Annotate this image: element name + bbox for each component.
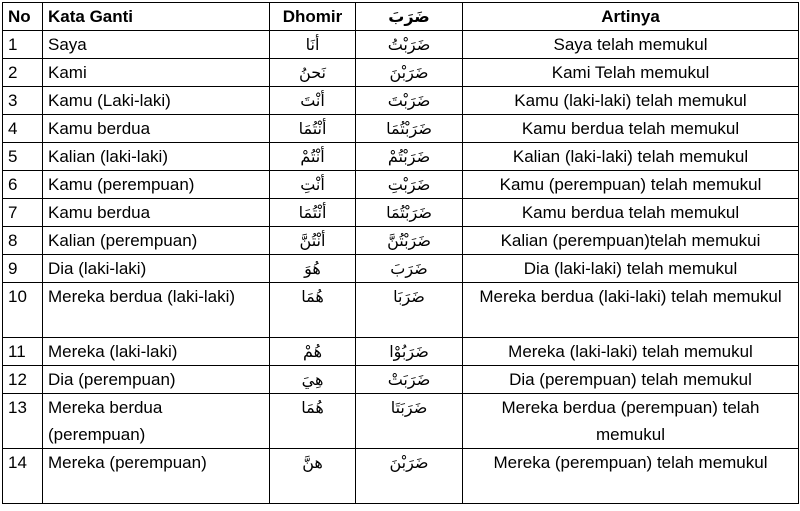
cell-fiil: ضَرَبْتِ: [356, 171, 463, 199]
table-row: [3, 227, 799, 255]
header-no: No: [3, 3, 43, 31]
cell-fiil: ضَرَبْنَ: [356, 449, 463, 504]
cell-dhomir: هُمَا: [270, 394, 356, 449]
cell-artinya: Mereka berdua (laki-laki) telah memukul: [463, 283, 799, 338]
cell-no: 6: [3, 171, 43, 199]
table-row: [3, 31, 799, 59]
cell-fiil: ضَرَبْتُمَا: [356, 115, 463, 143]
cell-fiil: ضَرَبْتُنَّ: [356, 227, 463, 255]
table-row: [3, 283, 799, 338]
cell-no: 9: [3, 255, 43, 283]
cell-artinya: Dia (perempuan) telah memukul: [463, 366, 799, 394]
cell-artinya: Kamu (perempuan) telah memukul: [463, 171, 799, 199]
cell-dhomir: أنْتِ: [270, 171, 356, 199]
cell-dhomir: أنْتُنَّ: [270, 227, 356, 255]
cell-artinya: Kami Telah memukul: [463, 59, 799, 87]
cell-no: 8: [3, 227, 43, 255]
table-row: [3, 394, 799, 449]
cell-kata-ganti: Saya: [43, 31, 270, 59]
header-row: [3, 3, 799, 31]
header-kata-ganti: Kata Ganti: [43, 3, 270, 31]
cell-artinya: Kamu berdua telah memukul: [463, 199, 799, 227]
cell-dhomir: هنَّ: [270, 449, 356, 504]
cell-no: 7: [3, 199, 43, 227]
cell-kata-ganti: Mereka (laki-laki): [43, 338, 270, 366]
table-row: [3, 449, 799, 504]
cell-artinya: Dia (laki-laki) telah memukul: [463, 255, 799, 283]
cell-kata-ganti: Kalian (laki-laki): [43, 143, 270, 171]
cell-no: 12: [3, 366, 43, 394]
cell-fiil: ضَرَبْتُ: [356, 31, 463, 59]
cell-dhomir: نَحنُ: [270, 59, 356, 87]
table-row: [3, 199, 799, 227]
table-row: [3, 366, 799, 394]
cell-dhomir: هُمَا: [270, 283, 356, 338]
cell-fiil: ضَرَبَا: [356, 283, 463, 338]
cell-fiil: ضَرَبْنَ: [356, 59, 463, 87]
cell-no: 1: [3, 31, 43, 59]
cell-artinya: Kamu berdua telah memukul: [463, 115, 799, 143]
conjugation-table: [2, 2, 799, 504]
cell-artinya: Kalian (perempuan)telah memukui: [463, 227, 799, 255]
cell-kata-ganti: Dia (perempuan): [43, 366, 270, 394]
cell-fiil: ضَرَبَ: [356, 255, 463, 283]
cell-dhomir: أنَا: [270, 31, 356, 59]
cell-artinya: Kamu (laki-laki) telah memukul: [463, 87, 799, 115]
cell-fiil: ضَرَبَتَا: [356, 394, 463, 449]
cell-kata-ganti: Kamu (perempuan): [43, 171, 270, 199]
cell-no: 14: [3, 449, 43, 504]
cell-dhomir: هُوَ: [270, 255, 356, 283]
cell-kata-ganti: Kamu berdua: [43, 199, 270, 227]
cell-fiil: ضَرَبَتْ: [356, 366, 463, 394]
cell-fiil: ضَرَبْتُمَا: [356, 199, 463, 227]
cell-kata-ganti: Mereka berdua (laki-laki): [43, 283, 270, 338]
table-row: [3, 87, 799, 115]
cell-dhomir: أنْتُمَا: [270, 199, 356, 227]
cell-no: 13: [3, 394, 43, 449]
cell-artinya: Mereka berdua (perempuan) telah memukul: [463, 394, 799, 449]
cell-no: 3: [3, 87, 43, 115]
cell-no: 4: [3, 115, 43, 143]
cell-kata-ganti: Mereka berdua (perempuan): [43, 394, 270, 449]
table-row: [3, 59, 799, 87]
cell-artinya: Mereka (perempuan) telah memukul: [463, 449, 799, 504]
table-body: [3, 31, 799, 504]
cell-dhomir: أنْتَ: [270, 87, 356, 115]
cell-fiil: ضَرَبْتُمْ: [356, 143, 463, 171]
header-artinya: Artinya: [463, 3, 799, 31]
cell-dhomir: أنْتُمَا: [270, 115, 356, 143]
cell-kata-ganti: Kalian (perempuan): [43, 227, 270, 255]
cell-kata-ganti: Kami: [43, 59, 270, 87]
cell-dhomir: هِيَ: [270, 366, 356, 394]
cell-artinya: Kalian (laki-laki) telah memukul: [463, 143, 799, 171]
table-row: [3, 171, 799, 199]
table-row: [3, 255, 799, 283]
cell-kata-ganti: Kamu berdua: [43, 115, 270, 143]
cell-dhomir: أنْتُمْ: [270, 143, 356, 171]
header-dhomir: Dhomir: [270, 3, 356, 31]
cell-kata-ganti: Kamu (Laki-laki): [43, 87, 270, 115]
table-row: [3, 143, 799, 171]
cell-no: 10: [3, 283, 43, 338]
table-row: [3, 115, 799, 143]
cell-no: 5: [3, 143, 43, 171]
cell-fiil: ضَرَبُوْا: [356, 338, 463, 366]
cell-artinya: Mereka (laki-laki) telah memukul: [463, 338, 799, 366]
cell-kata-ganti: Dia (laki-laki): [43, 255, 270, 283]
cell-no: 2: [3, 59, 43, 87]
cell-dhomir: هُمْ: [270, 338, 356, 366]
cell-no: 11: [3, 338, 43, 366]
cell-artinya: Saya telah memukul: [463, 31, 799, 59]
cell-fiil: ضَرَبْتَ: [356, 87, 463, 115]
table-row: [3, 338, 799, 366]
header-fiil: ضَرَبَ: [356, 3, 463, 31]
cell-kata-ganti: Mereka (perempuan): [43, 449, 270, 504]
